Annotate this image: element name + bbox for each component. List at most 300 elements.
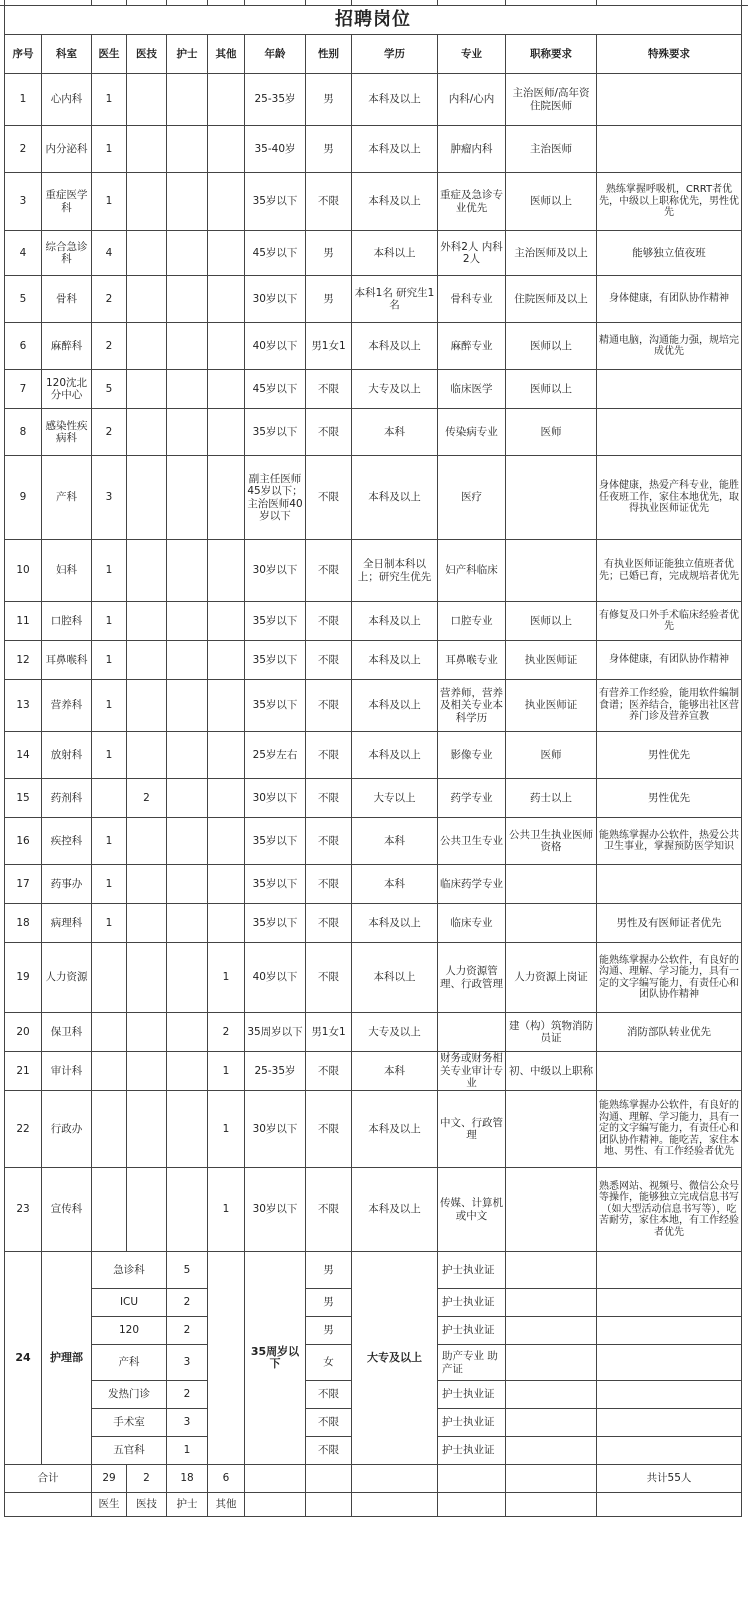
cell-sub-dept: 120 — [92, 1317, 167, 1345]
cell-other — [208, 818, 245, 865]
cell-special-req: 有营养工作经验，能用软件编制食谱；医养结合，能够出社区营养门诊及营养宣教 — [597, 680, 742, 732]
cell-special-req — [597, 126, 742, 173]
cell-gender: 男1女1 — [306, 323, 352, 370]
cell-doctor: 1 — [92, 732, 127, 779]
cell-gender: 不限 — [306, 456, 352, 540]
cell-special-req — [597, 74, 742, 126]
cell-gender: 不限 — [306, 540, 352, 602]
cell-education: 本科及以上 — [352, 602, 438, 641]
cell-gender: 不限 — [306, 173, 352, 231]
cell-age: 25-35岁 — [245, 1052, 306, 1091]
cell-dept: 行政办 — [42, 1091, 92, 1168]
cell-dept: 营养科 — [42, 680, 92, 732]
header-doctor: 医生 — [92, 35, 127, 74]
cell-other — [208, 732, 245, 779]
cell-education: 大专以上 — [352, 779, 438, 818]
cell-major: 临床专业 — [438, 904, 506, 943]
cell-age: 45岁以下 — [245, 370, 306, 409]
cell-empty — [438, 1465, 506, 1493]
cell-education: 本科 — [352, 818, 438, 865]
cell-doctor: 2 — [92, 323, 127, 370]
cell-dept: 综合急诊科 — [42, 231, 92, 276]
cell-title-req — [506, 456, 597, 540]
cell-age: 35岁以下 — [245, 680, 306, 732]
cell-doctor: 1 — [92, 904, 127, 943]
cell-doctor: 5 — [92, 370, 127, 409]
cell-major: 护士执业证 — [438, 1409, 506, 1437]
cell-no: 2 — [5, 126, 42, 173]
cell-special-req — [597, 1409, 742, 1437]
cell-no: 5 — [5, 276, 42, 323]
cell-special-req: 身体健康，有团队协作精神 — [597, 641, 742, 680]
header-special-req: 特殊要求 — [597, 35, 742, 74]
cell-title-req — [506, 1345, 597, 1381]
cell-dept: 口腔科 — [42, 602, 92, 641]
cell-education: 本科1名 研究生1名 — [352, 276, 438, 323]
table-row — [5, 602, 742, 641]
cell-dept: 审计科 — [42, 1052, 92, 1091]
cell-major: 肿瘤内科 — [438, 126, 506, 173]
cell-major: 重症及急诊专业优先 — [438, 173, 506, 231]
cell-doctor — [92, 779, 127, 818]
cell-age: 45岁以下 — [245, 231, 306, 276]
cell-special-req: 男性优先 — [597, 779, 742, 818]
cell-sub-dept: ICU — [92, 1289, 167, 1317]
cell-dept: 感染性疾病科 — [42, 409, 92, 456]
header-major: 专业 — [438, 35, 506, 74]
cell-doctor: 2 — [92, 276, 127, 323]
cell-doctor: 1 — [92, 602, 127, 641]
cell-title-req: 医师 — [506, 732, 597, 779]
cell-special-req: 能熟练掌握办公软件，有良好的沟通、理解、学习能力，具有一定的文字编写能力，有责任心和团队协作精神。能吃苦，家住本地、男性、有工作经验者优先 — [597, 1091, 742, 1168]
cell-special-req: 熟悉网站、视频号、微信公众号等操作，能够独立完成信息书写（如大型活动信息书写等），吃苦耐劳，家住本地，有工作经验者优先 — [597, 1168, 742, 1252]
cell-gender: 男1女1 — [306, 1013, 352, 1052]
cell-tech — [127, 1013, 167, 1052]
table-title: 招聘岗位 — [5, 6, 742, 35]
cell-special-req — [597, 1052, 742, 1091]
cell-nurse — [167, 818, 208, 865]
cell-title-req: 执业医师证 — [506, 680, 597, 732]
cell-sub-dept: 发热门诊 — [92, 1381, 167, 1409]
cell-education: 本科及以上 — [352, 904, 438, 943]
table-body — [5, 6, 742, 1517]
header-nurse: 护士 — [167, 35, 208, 74]
table-row — [5, 540, 742, 602]
cell-other — [208, 126, 245, 173]
cell-no: 23 — [5, 1168, 42, 1252]
cell-title-req: 人力资源上岗证 — [506, 943, 597, 1013]
cell-other — [208, 409, 245, 456]
cell-no: 8 — [5, 409, 42, 456]
cell-nurse — [167, 680, 208, 732]
cell-major: 财务或财务相关专业审计专业 — [438, 1052, 506, 1091]
totals-label: 合计 — [5, 1465, 92, 1493]
cell-age: 35岁以下 — [245, 173, 306, 231]
cell-tech — [127, 323, 167, 370]
cell-special-req — [597, 1252, 742, 1289]
cell-dept: 放射科 — [42, 732, 92, 779]
table-row — [5, 779, 742, 818]
cell-title-req: 公共卫生执业医师资格 — [506, 818, 597, 865]
cell-empty — [5, 1493, 92, 1517]
cell-special-req: 能熟练掌握办公软件，热爱公共卫生事业，掌握预防医学知识 — [597, 818, 742, 865]
cell-age: 25-35岁 — [245, 74, 306, 126]
cell-education: 本科以上 — [352, 943, 438, 1013]
cell-tech — [127, 943, 167, 1013]
cell-major: 护士执业证 — [438, 1289, 506, 1317]
footer-label: 医生 — [92, 1493, 127, 1517]
table-row — [5, 1052, 742, 1091]
cell-other — [208, 904, 245, 943]
cell-gender: 不限 — [306, 680, 352, 732]
cell-special-req: 有修复及口外手术临床经验者优先 — [597, 602, 742, 641]
cell-tech — [127, 456, 167, 540]
cell-no: 7 — [5, 370, 42, 409]
cell-special-req: 身体健康，有团队协作精神 — [597, 276, 742, 323]
cell-other — [208, 865, 245, 904]
cell-major: 护士执业证 — [438, 1317, 506, 1345]
cell-title-req: 主治医师 — [506, 126, 597, 173]
cell-education: 全日制本科以上；研究生优先 — [352, 540, 438, 602]
cell-special-req — [597, 1437, 742, 1465]
cell-no: 14 — [5, 732, 42, 779]
cell-education: 本科及以上 — [352, 126, 438, 173]
cell-gender: 不限 — [306, 409, 352, 456]
cell-tech — [127, 173, 167, 231]
cell-tech — [127, 74, 167, 126]
cell-other: 1 — [208, 943, 245, 1013]
cell-gender: 不限 — [306, 370, 352, 409]
cell-tech — [127, 126, 167, 173]
cell-education: 大专及以上 — [352, 1252, 438, 1465]
cell-tech — [127, 409, 167, 456]
cell-dept: 药事办 — [42, 865, 92, 904]
table-row — [5, 904, 742, 943]
totals-doctor: 29 — [92, 1465, 127, 1493]
table-row — [5, 1168, 742, 1252]
cell-gender: 不限 — [306, 641, 352, 680]
cell-tech — [127, 370, 167, 409]
cell-sub-dept: 急诊科 — [92, 1252, 167, 1289]
cell-doctor: 1 — [92, 680, 127, 732]
cell-special-req — [597, 1381, 742, 1409]
cell-gender: 男 — [306, 1252, 352, 1289]
cell-major: 骨科专业 — [438, 276, 506, 323]
cell-tech — [127, 732, 167, 779]
totals-tech: 2 — [127, 1465, 167, 1493]
cell-nurse — [167, 865, 208, 904]
cell-education: 本科及以上 — [352, 1168, 438, 1252]
cell-nurse: 2 — [167, 1289, 208, 1317]
cell-dept: 耳鼻喉科 — [42, 641, 92, 680]
cell-title-req — [506, 1252, 597, 1289]
cell-nurse — [167, 276, 208, 323]
cell-other — [208, 74, 245, 126]
table-row — [5, 231, 742, 276]
cell-no: 22 — [5, 1091, 42, 1168]
cell-title-req: 药士以上 — [506, 779, 597, 818]
cell-dept: 人力资源 — [42, 943, 92, 1013]
cell-age: 35周岁以下 — [245, 1252, 306, 1465]
cell-nurse — [167, 1168, 208, 1252]
cell-dept: 麻醉科 — [42, 323, 92, 370]
cell-special-req: 男性及有医师证者优先 — [597, 904, 742, 943]
cell-doctor — [92, 1013, 127, 1052]
totals-other: 6 — [208, 1465, 245, 1493]
header-dept: 科室 — [42, 35, 92, 74]
cell-title-req — [506, 865, 597, 904]
cell-title-req: 初、中级以上职称 — [506, 1052, 597, 1091]
cell-special-req: 消防部队转业优先 — [597, 1013, 742, 1052]
cell-nurse — [167, 943, 208, 1013]
cell-dept: 宣传科 — [42, 1168, 92, 1252]
cell-education: 大专及以上 — [352, 370, 438, 409]
cell-special-req: 身体健康，热爱产科专业，能胜任夜班工作，家住本地优先，取得执业医师证优先 — [597, 456, 742, 540]
cell-gender: 不限 — [306, 1409, 352, 1437]
cell-doctor: 1 — [92, 126, 127, 173]
cell-title-req — [506, 1317, 597, 1345]
cell-education: 本科以上 — [352, 231, 438, 276]
cell-nurse — [167, 602, 208, 641]
header-other: 其他 — [208, 35, 245, 74]
cell-empty — [245, 1493, 306, 1517]
cell-tech — [127, 602, 167, 641]
cell-nurse — [167, 540, 208, 602]
cell-gender: 男 — [306, 231, 352, 276]
cell-age: 30岁以下 — [245, 1091, 306, 1168]
cell-tech — [127, 540, 167, 602]
cell-age: 35岁以下 — [245, 641, 306, 680]
cell-age: 35岁以下 — [245, 409, 306, 456]
cell-other: 1 — [208, 1168, 245, 1252]
cell-nurse: 2 — [167, 1381, 208, 1409]
header-gender: 性别 — [306, 35, 352, 74]
cell-gender: 不限 — [306, 943, 352, 1013]
cell-gender: 男 — [306, 126, 352, 173]
cell-dept: 药剂科 — [42, 779, 92, 818]
table-row — [5, 1013, 742, 1052]
cell-no: 12 — [5, 641, 42, 680]
cell-major: 人力资源管理、行政管理 — [438, 943, 506, 1013]
header-tech: 医技 — [127, 35, 167, 74]
cell-doctor: 2 — [92, 409, 127, 456]
cell-education: 本科 — [352, 409, 438, 456]
cell-no: 6 — [5, 323, 42, 370]
cell-major: 护士执业证 — [438, 1381, 506, 1409]
table-row — [5, 1091, 742, 1168]
cell-tech — [127, 818, 167, 865]
cell-other — [208, 276, 245, 323]
cell-major: 医疗 — [438, 456, 506, 540]
cell-nurse — [167, 370, 208, 409]
cell-dept: 心内科 — [42, 74, 92, 126]
cell-major: 内科/心内 — [438, 74, 506, 126]
cell-major: 公共卫生专业 — [438, 818, 506, 865]
cell-nurse — [167, 173, 208, 231]
cell-other — [208, 540, 245, 602]
cell-title-req — [506, 1091, 597, 1168]
cell-dept: 病理科 — [42, 904, 92, 943]
cell-no: 21 — [5, 1052, 42, 1091]
cell-gender: 不限 — [306, 602, 352, 641]
cell-sub-dept: 产科 — [92, 1345, 167, 1381]
cell-major: 影像专业 — [438, 732, 506, 779]
cell-major: 口腔专业 — [438, 602, 506, 641]
cell-nurse: 2 — [167, 1317, 208, 1345]
cell-no: 15 — [5, 779, 42, 818]
cell-special-req — [597, 370, 742, 409]
cell-other — [208, 370, 245, 409]
cell-no: 18 — [5, 904, 42, 943]
cell-dept: 骨科 — [42, 276, 92, 323]
cell-no: 16 — [5, 818, 42, 865]
header-education: 学历 — [352, 35, 438, 74]
cell-major: 助产专业 助产证 — [438, 1345, 506, 1381]
cell-title-req — [506, 1409, 597, 1437]
cell-education: 本科及以上 — [352, 1091, 438, 1168]
cell-dept: 疾控科 — [42, 818, 92, 865]
footer-label: 护士 — [167, 1493, 208, 1517]
cell-nurse — [167, 904, 208, 943]
cell-age: 35岁以下 — [245, 818, 306, 865]
cell-doctor: 4 — [92, 231, 127, 276]
nursing-row — [5, 1252, 742, 1289]
cell-special-req: 熟练掌握呼吸机，CRRT者优先，中级以上职称优先，男性优先 — [597, 173, 742, 231]
cell-empty — [506, 1493, 597, 1517]
cell-no: 20 — [5, 1013, 42, 1052]
cell-gender: 不限 — [306, 1091, 352, 1168]
cell-doctor — [92, 943, 127, 1013]
cell-doctor — [92, 1091, 127, 1168]
cell-education: 本科 — [352, 865, 438, 904]
cell-major: 临床医学 — [438, 370, 506, 409]
cell-title-req: 主治医师及以上 — [506, 231, 597, 276]
cell-age: 30岁以下 — [245, 540, 306, 602]
cell-doctor: 1 — [92, 818, 127, 865]
cell-education: 本科及以上 — [352, 732, 438, 779]
cell-sub-dept: 五官科 — [92, 1437, 167, 1465]
cell-doctor: 1 — [92, 74, 127, 126]
cell-age: 35岁以下 — [245, 602, 306, 641]
cell-major: 麻醉专业 — [438, 323, 506, 370]
cell-gender: 女 — [306, 1345, 352, 1381]
table-row — [5, 323, 742, 370]
cell-dept: 重症医学科 — [42, 173, 92, 231]
cell-title-req — [506, 904, 597, 943]
table-row — [5, 641, 742, 680]
cell-nurse — [167, 231, 208, 276]
cell-no: 10 — [5, 540, 42, 602]
cell-gender: 男 — [306, 1317, 352, 1345]
footer-label: 其他 — [208, 1493, 245, 1517]
totals-nurse: 18 — [167, 1465, 208, 1493]
cell-nurse — [167, 1013, 208, 1052]
cell-special-req: 能够独立值夜班 — [597, 231, 742, 276]
recruitment-table — [4, 5, 742, 1517]
cell-tech — [127, 641, 167, 680]
cell-title-req: 医师以上 — [506, 602, 597, 641]
cell-nurse: 1 — [167, 1437, 208, 1465]
cell-age: 25岁左右 — [245, 732, 306, 779]
cell-nurse: 5 — [167, 1252, 208, 1289]
cell-dept: 护理部 — [42, 1252, 92, 1465]
cell-empty — [438, 1493, 506, 1517]
cell-tech: 2 — [127, 779, 167, 818]
cell-empty — [352, 1493, 438, 1517]
cell-tech — [127, 865, 167, 904]
cell-gender: 不限 — [306, 1168, 352, 1252]
cell-empty — [306, 1493, 352, 1517]
cell-major: 护士执业证 — [438, 1252, 506, 1289]
cell-special-req: 能熟练掌握办公软件，有良好的沟通、理解、学习能力，具有一定的文字编写能力，有责任心和团队协作精神 — [597, 943, 742, 1013]
cell-no: 11 — [5, 602, 42, 641]
cell-gender: 男 — [306, 276, 352, 323]
cell-major: 临床药学专业 — [438, 865, 506, 904]
cell-dept: 产科 — [42, 456, 92, 540]
cell-doctor — [92, 1168, 127, 1252]
header-title-req: 职称要求 — [506, 35, 597, 74]
cell-gender: 不限 — [306, 1052, 352, 1091]
table-row — [5, 74, 742, 126]
cell-other — [208, 173, 245, 231]
cell-special-req — [597, 1345, 742, 1381]
cell-no: 1 — [5, 74, 42, 126]
cell-age: 40岁以下 — [245, 943, 306, 1013]
cell-dept: 内分泌科 — [42, 126, 92, 173]
cell-age: 副主任医师45岁以下；主治医师40岁以下 — [245, 456, 306, 540]
table-row — [5, 370, 742, 409]
cell-other — [208, 456, 245, 540]
cell-education: 本科及以上 — [352, 74, 438, 126]
cell-major: 营养师，营养及相关专业本科学历 — [438, 680, 506, 732]
cell-age: 40岁以下 — [245, 323, 306, 370]
cell-major: 传媒、计算机或中文 — [438, 1168, 506, 1252]
cell-title-req: 建（构）筑物消防员证 — [506, 1013, 597, 1052]
cell-education: 大专及以上 — [352, 1013, 438, 1052]
cell-other — [208, 680, 245, 732]
cell-age: 35-40岁 — [245, 126, 306, 173]
cell-tech — [127, 680, 167, 732]
footer-label: 医技 — [127, 1493, 167, 1517]
cell-dept: 妇科 — [42, 540, 92, 602]
cell-tech — [127, 276, 167, 323]
table-row — [5, 409, 742, 456]
table-row — [5, 456, 742, 540]
cell-empty — [245, 1465, 306, 1493]
cell-nurse — [167, 641, 208, 680]
cell-no: 19 — [5, 943, 42, 1013]
cell-sub-dept: 手术室 — [92, 1409, 167, 1437]
cell-doctor — [92, 1052, 127, 1091]
cell-gender: 不限 — [306, 1381, 352, 1409]
cell-title-req: 住院医师及以上 — [506, 276, 597, 323]
cell-title-req: 主治医师/高年资住院医师 — [506, 74, 597, 126]
cell-doctor: 1 — [92, 641, 127, 680]
cell-major: 传染病专业 — [438, 409, 506, 456]
cell-title-req: 医师 — [506, 409, 597, 456]
cell-nurse: 3 — [167, 1409, 208, 1437]
cell-tech — [127, 1052, 167, 1091]
table-row — [5, 126, 742, 173]
totals-row — [5, 1465, 742, 1493]
cell-title-req — [506, 540, 597, 602]
cell-other: 1 — [208, 1052, 245, 1091]
cell-gender: 男 — [306, 1289, 352, 1317]
cell-nurse — [167, 1052, 208, 1091]
cell-gender: 不限 — [306, 865, 352, 904]
cell-doctor: 1 — [92, 865, 127, 904]
table-row — [5, 276, 742, 323]
